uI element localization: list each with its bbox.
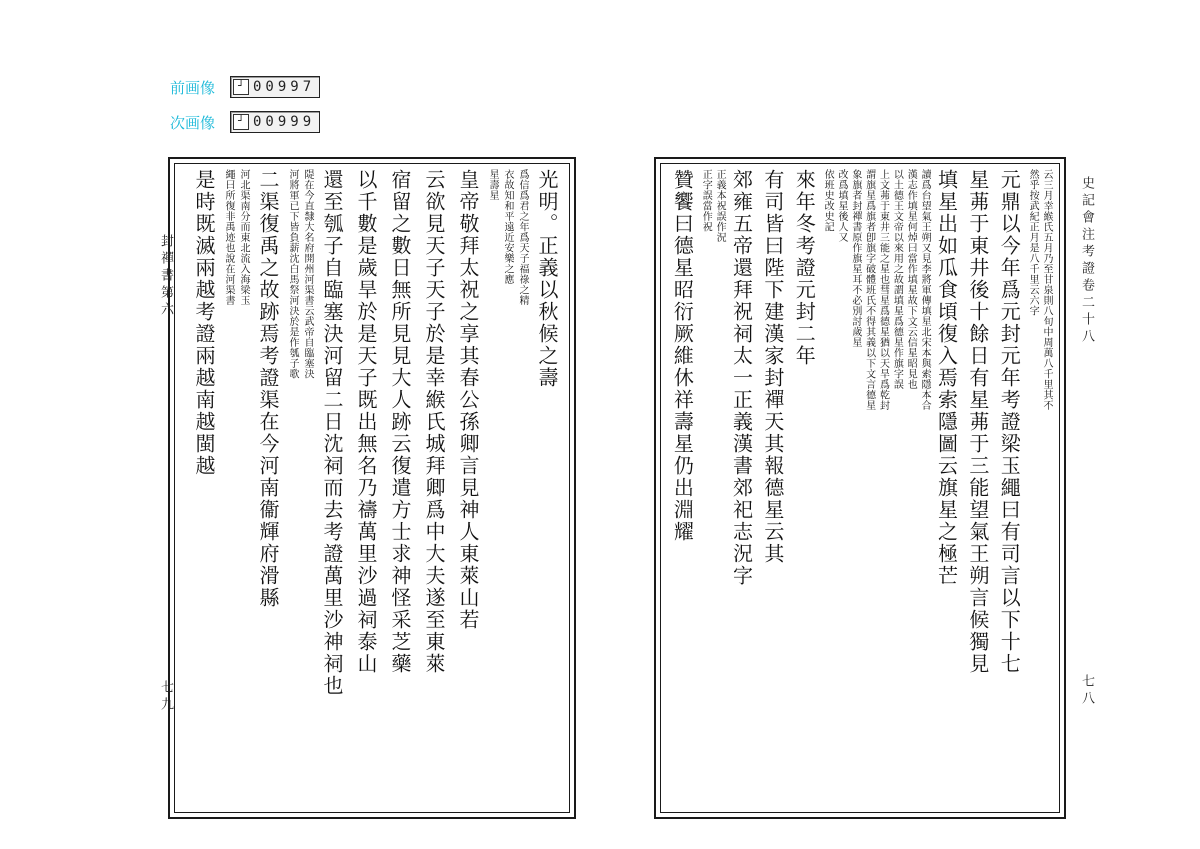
prev-image-number-box[interactable] xyxy=(230,76,320,98)
right-page-text-column: 星茀于東井後十餘日有星茀于三能望氣王朔言候獨見 xyxy=(965,169,990,675)
right-page-text-column: 依班史改史記 xyxy=(822,169,834,232)
left-page-text-column: 河將軍已下皆負薪沈白馬祭河決於是作瓠子歌 xyxy=(287,169,298,379)
right-page-text-column: 贊饗曰德星昭衍厥維休祥壽星仍出淵耀 xyxy=(670,169,695,543)
next-image-number-box[interactable] xyxy=(230,111,320,133)
right-page-text-column: 郊雍五帝還拜祝祠太一正義漢書郊祀志況字 xyxy=(729,169,754,587)
right-page-text-column: 象旗者封禪書原作旗星耳不必別討歲星 xyxy=(849,169,861,348)
left-page-text-column: 星壽星 xyxy=(487,169,498,201)
left-page-text-column: 還至瓠子自臨塞決河留二日沈祠而去考證萬里沙神祠也 xyxy=(320,169,344,697)
right-page-text-column: 然乎按武紀正月是八千里云六字 xyxy=(1027,169,1039,316)
left-page-text-column: 是時既滅兩越考證兩越南越閩越 xyxy=(192,169,216,477)
right-page-text-column: 來年冬考證元封二年 xyxy=(792,169,817,367)
right-page-text-column: 讀爲台望氣王朔又見李將軍傳填星北宋本與索隱本合 xyxy=(919,169,931,411)
corner-icon: ┘ xyxy=(233,114,249,130)
prev-image-link[interactable]: 前画像 xyxy=(170,78,216,97)
next-image-link[interactable]: 次画像 xyxy=(170,113,216,132)
right-page-text-column: 漢志作填星何焯曰當作填星故下文云信星昭見也 xyxy=(905,169,917,390)
left-page-text-column: 光明。正義以秋候之壽 xyxy=(535,169,559,389)
right-page-text-column: 謂旗星爲旗者卽旗字破體班氏不得其義以下文言德星 xyxy=(863,169,875,411)
left-page-text-column: 宿留之數日無所見見大人跡云復遣方士求神怪采芝藥 xyxy=(388,169,412,675)
right-page-text-column: 上文茀于東井三能之星也彗星爲德星猶以天旱爲乾封 xyxy=(877,169,889,411)
right-page-text-column: 有司皆曰陛下建漢家封禪天其報德星云其 xyxy=(760,169,785,565)
right-page-text-column: 元鼎以今年爲元封元年考證梁玉繩曰有司言以下十七 xyxy=(997,169,1022,675)
left-page-text-column: 衣故知和平遠近安樂之應 xyxy=(502,169,513,285)
right-page-columns xyxy=(668,169,1054,807)
right-page-text-column: 改爲填星後人又 xyxy=(835,169,847,243)
left-page-text-column: 皇帝敬拜太祝之享其春公孫卿言見神人東萊山若 xyxy=(456,169,480,631)
right-page-text-column: 以土德王文帝以來用之故謂填星爲德星作旗字誤 xyxy=(891,169,903,390)
left-page-text-column: 以千數是歲旱於是天子既出無名乃禱萬里沙過祠泰山 xyxy=(354,169,378,675)
left-page-text-column: 河北渠南分而東北流入海梁玉 xyxy=(238,169,249,306)
right-page xyxy=(654,157,1066,819)
left-page-text-column: 繩曰所復非禹迹也說在河渠書 xyxy=(223,169,234,306)
right-page-text-column: 正義本祝誤作況 xyxy=(714,169,726,243)
right-page-text-column: 填星出如瓜食頃復入焉索隱圖云旗星之極芒 xyxy=(934,169,959,587)
prev-image-number: 00997 xyxy=(253,79,316,95)
left-page-columns xyxy=(182,169,564,807)
left-page-text-column: 爲信爲君之年爲天子福祿之精 xyxy=(517,169,528,306)
left-page-number: 七九 xyxy=(158,680,173,714)
corner-icon: ┘ xyxy=(233,79,249,95)
left-page-text-column: 隄在今直隸大名府開州河渠書云武帝自臨塞決 xyxy=(302,169,313,379)
left-margin-title: 封禪書第六 xyxy=(158,234,173,319)
right-margin-title: 史記會注考證卷二十八 xyxy=(1079,176,1094,346)
right-page-number: 七八 xyxy=(1079,674,1094,708)
left-page-text-column: 云欲見天子天子於是幸緱氏城拜卿爲中大夫遂至東萊 xyxy=(422,169,446,675)
left-page-text-column: 二渠復禹之故跡焉考證渠在今河南衞輝府滑縣 xyxy=(256,169,280,609)
next-image-nav[interactable] xyxy=(170,111,320,133)
right-page-text-column: 正字誤當作祝 xyxy=(700,169,712,232)
prev-image-nav[interactable] xyxy=(170,76,320,98)
right-page-text-column: 云三月幸緱氏五月乃至甘泉則八旬中周萬八千里其不 xyxy=(1041,169,1052,411)
next-image-number: 00999 xyxy=(253,114,316,130)
left-page xyxy=(168,157,576,819)
